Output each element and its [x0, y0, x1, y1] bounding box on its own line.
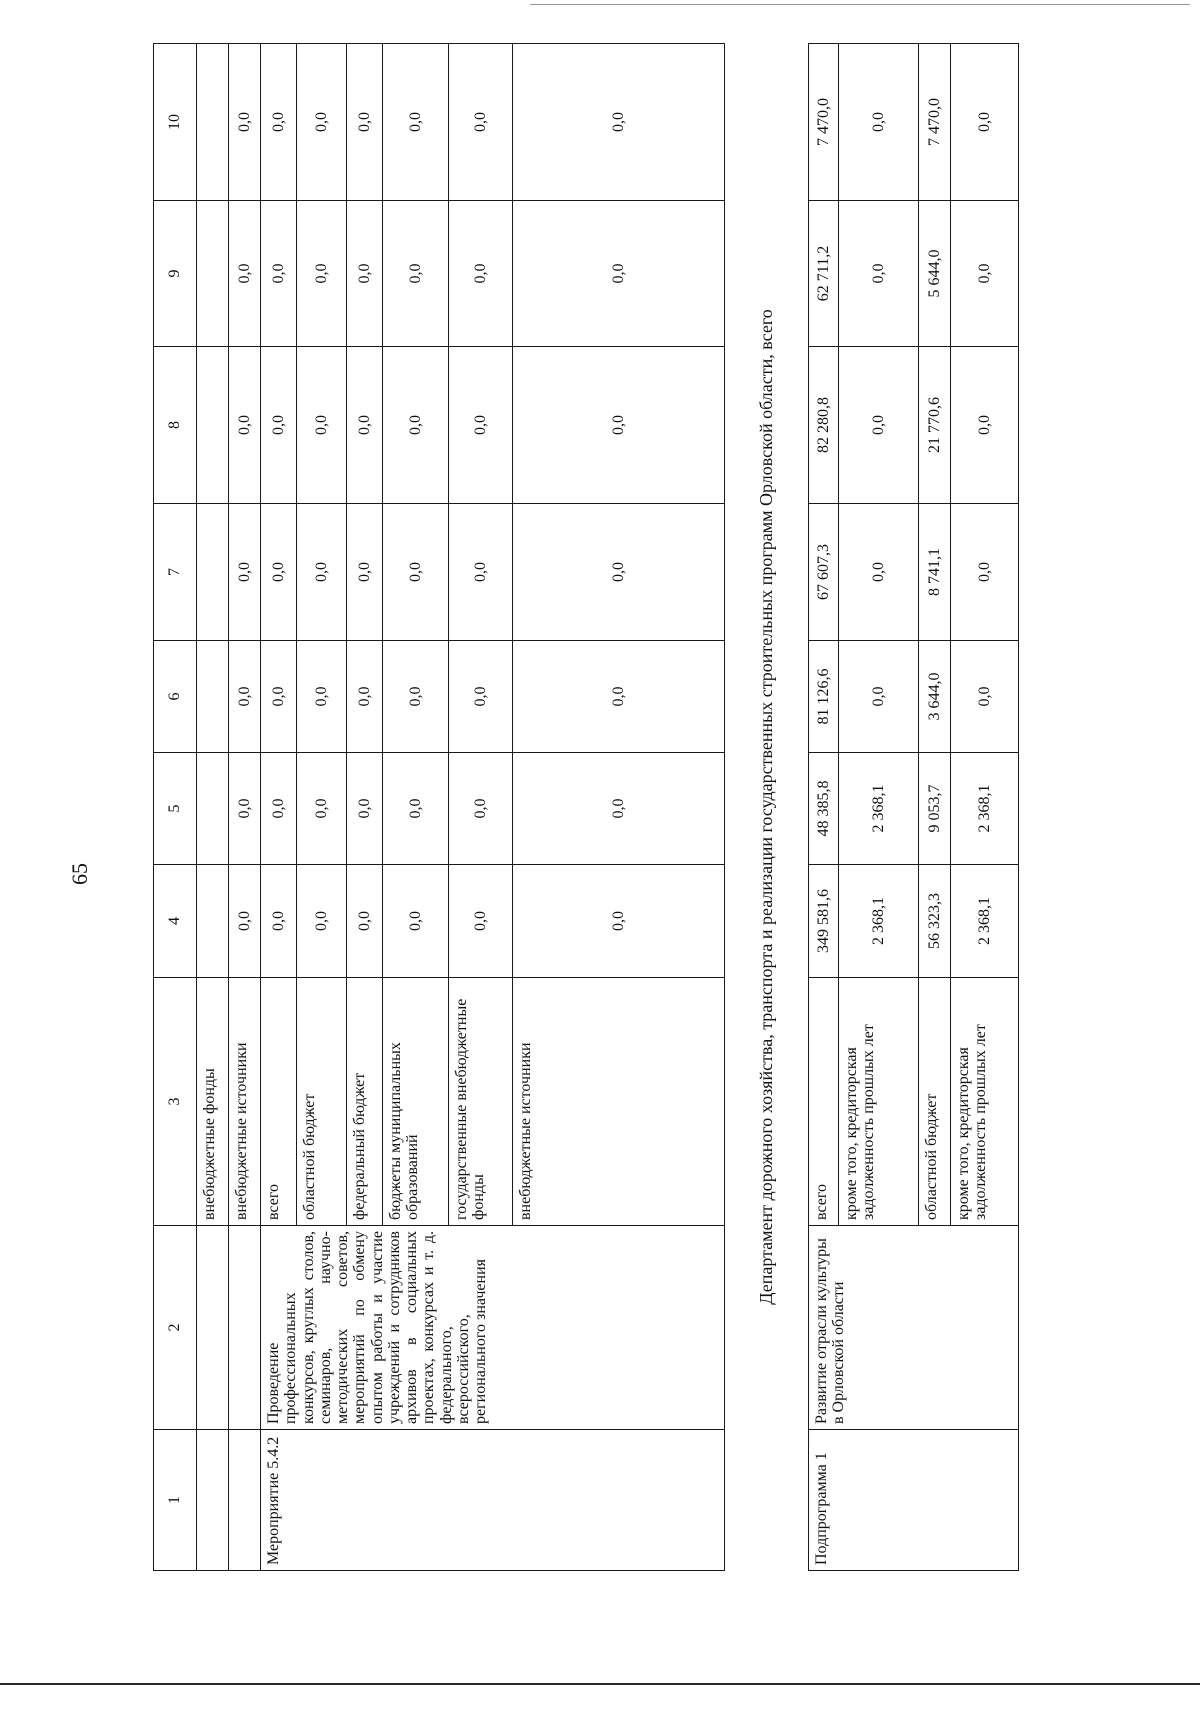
rotated-table-container [153, 44, 1079, 1571]
value-cell: 0,0 [449, 504, 513, 641]
header-cell: 10 [154, 44, 197, 201]
subprogram-title-cell: Подпрограмма 1 [809, 1430, 1019, 1571]
value-cell: 0,0 [261, 201, 297, 347]
value-cell: 81 126,6 [809, 641, 839, 753]
source-cell: внебюджетные источники [229, 978, 261, 1226]
value-cell: 0,0 [297, 865, 347, 978]
source-cell: областной бюджет [297, 978, 347, 1226]
value-cell: 0,0 [347, 347, 383, 504]
value-cell: 0,0 [449, 201, 513, 347]
value-cell: 0,0 [839, 504, 919, 641]
value-cell: 9 053,7 [919, 753, 951, 865]
value-cell: 2 368,1 [839, 753, 919, 865]
source-cell: государственные внебюджетные фонды [449, 978, 513, 1226]
value-cell [197, 201, 229, 347]
table-row [197, 44, 229, 1571]
value-cell: 0,0 [297, 641, 347, 753]
page-number: 65 [67, 863, 92, 885]
value-cell: 0,0 [951, 347, 1019, 504]
value-cell: 21 770,6 [919, 347, 951, 504]
value-cell: 0,0 [951, 44, 1019, 201]
value-cell: 0,0 [261, 347, 297, 504]
value-cell: 3 644,0 [919, 641, 951, 753]
value-cell: 7 470,0 [919, 44, 951, 201]
value-cell: 0,0 [347, 641, 383, 753]
header-row [154, 44, 197, 1571]
value-cell: 0,0 [229, 347, 261, 504]
value-cell [197, 753, 229, 865]
value-cell: 67 607,3 [809, 504, 839, 641]
source-cell: бюджеты муниципальных образований [383, 978, 449, 1226]
value-cell: 5 644,0 [919, 201, 951, 347]
value-cell: 2 368,1 [839, 865, 919, 978]
value-cell: 0,0 [449, 641, 513, 753]
value-cell: 0,0 [383, 201, 449, 347]
value-cell: 0,0 [449, 44, 513, 201]
value-cell: 56 323,3 [919, 865, 951, 978]
value-cell: 349 581,6 [809, 865, 839, 978]
value-cell: 0,0 [347, 865, 383, 978]
value-cell: 0,0 [383, 641, 449, 753]
value-cell: 0,0 [261, 504, 297, 641]
value-cell: 0,0 [513, 347, 725, 504]
budget-table [153, 43, 1019, 1571]
empty-cell [229, 1430, 261, 1571]
value-cell: 7 470,0 [809, 44, 839, 201]
value-cell: 2 368,1 [951, 865, 1019, 978]
section-title: Департамент дорожного хозяйства, транспорта и реализации государственных строительных программ Орловской области, всего [725, 44, 809, 1571]
value-cell: 0,0 [261, 44, 297, 201]
value-cell [197, 865, 229, 978]
source-cell: областной бюджет [919, 978, 951, 1226]
value-cell: 0,0 [513, 504, 725, 641]
table-row [809, 44, 839, 1571]
value-cell: 0,0 [839, 641, 919, 753]
value-cell: 0,0 [513, 753, 725, 865]
value-cell: 48 385,8 [809, 753, 839, 865]
empty-cell [229, 1226, 261, 1430]
header-cell: 9 [154, 201, 197, 347]
header-cell: 5 [154, 753, 197, 865]
table-row [229, 44, 261, 1571]
value-cell [197, 504, 229, 641]
value-cell: 82 280,8 [809, 347, 839, 504]
value-cell: 0,0 [513, 641, 725, 753]
value-cell: 0,0 [951, 201, 1019, 347]
value-cell [197, 44, 229, 201]
value-cell: 8 741,1 [919, 504, 951, 641]
empty-cell [197, 1226, 229, 1430]
value-cell: 2 368,1 [951, 753, 1019, 865]
source-cell: кроме того, кредиторская задолженность прошлых лет [839, 978, 919, 1226]
value-cell: 0,0 [297, 753, 347, 865]
value-cell: 0,0 [261, 865, 297, 978]
value-cell: 0,0 [513, 44, 725, 201]
header-cell: 6 [154, 641, 197, 753]
value-cell: 0,0 [229, 753, 261, 865]
value-cell: 0,0 [229, 865, 261, 978]
value-cell: 0,0 [229, 201, 261, 347]
value-cell: 0,0 [513, 201, 725, 347]
value-cell: 0,0 [229, 641, 261, 753]
value-cell: 0,0 [383, 504, 449, 641]
subprogram-description-cell: Развитие отрасли культуры в Орловской области [809, 1226, 1019, 1430]
source-cell: внебюджетные фонды [197, 978, 229, 1226]
value-cell: 0,0 [347, 753, 383, 865]
value-cell: 0,0 [513, 865, 725, 978]
value-cell: 0,0 [383, 753, 449, 865]
value-cell: 0,0 [383, 347, 449, 504]
value-cell: 0,0 [449, 753, 513, 865]
scan-edge-line-top [530, 4, 1190, 5]
measure-description-cell: Проведение профессиональных конкурсов, круглых столов, семинаров, научно-методических советов, мероприятий по обмену опытом работы и участие учреждений и сотрудников архивов в социальных проектах, конкурсах и т. д. федерального, всероссийского, регионального значения [261, 1226, 725, 1430]
value-cell: 0,0 [261, 641, 297, 753]
value-cell: 0,0 [297, 504, 347, 641]
value-cell: 0,0 [297, 347, 347, 504]
header-cell: 1 [154, 1430, 197, 1571]
value-cell: 0,0 [383, 44, 449, 201]
header-cell: 8 [154, 347, 197, 504]
value-cell [197, 347, 229, 504]
empty-cell [197, 1430, 229, 1571]
header-cell: 2 [154, 1226, 197, 1430]
value-cell: 0,0 [297, 201, 347, 347]
value-cell: 0,0 [229, 44, 261, 201]
value-cell: 0,0 [951, 641, 1019, 753]
header-cell: 3 [154, 978, 197, 1226]
header-cell: 7 [154, 504, 197, 641]
value-cell: 0,0 [839, 201, 919, 347]
value-cell: 0,0 [347, 504, 383, 641]
value-cell: 0,0 [839, 347, 919, 504]
source-cell: всего [261, 978, 297, 1226]
table-row [261, 44, 297, 1571]
value-cell: 0,0 [383, 865, 449, 978]
header-cell: 4 [154, 865, 197, 978]
value-cell: 0,0 [449, 347, 513, 504]
value-cell: 0,0 [261, 753, 297, 865]
value-cell: 0,0 [229, 504, 261, 641]
source-cell: федеральный бюджет [347, 978, 383, 1226]
value-cell: 0,0 [347, 44, 383, 201]
scan-edge-line-bottom [0, 1683, 1200, 1685]
value-cell: 0,0 [449, 865, 513, 978]
source-cell: внебюджетные источники [513, 978, 725, 1226]
source-cell: кроме того, кредиторская задолженность прошлых лет [951, 978, 1019, 1226]
value-cell: 0,0 [951, 504, 1019, 641]
value-cell: 0,0 [839, 44, 919, 201]
value-cell [197, 641, 229, 753]
measure-title-cell: Мероприятие 5.4.2 [261, 1430, 725, 1571]
value-cell: 0,0 [297, 44, 347, 201]
section-row [725, 44, 809, 1571]
value-cell: 0,0 [347, 201, 383, 347]
source-cell: всего [809, 978, 839, 1226]
value-cell: 62 711,2 [809, 201, 839, 347]
